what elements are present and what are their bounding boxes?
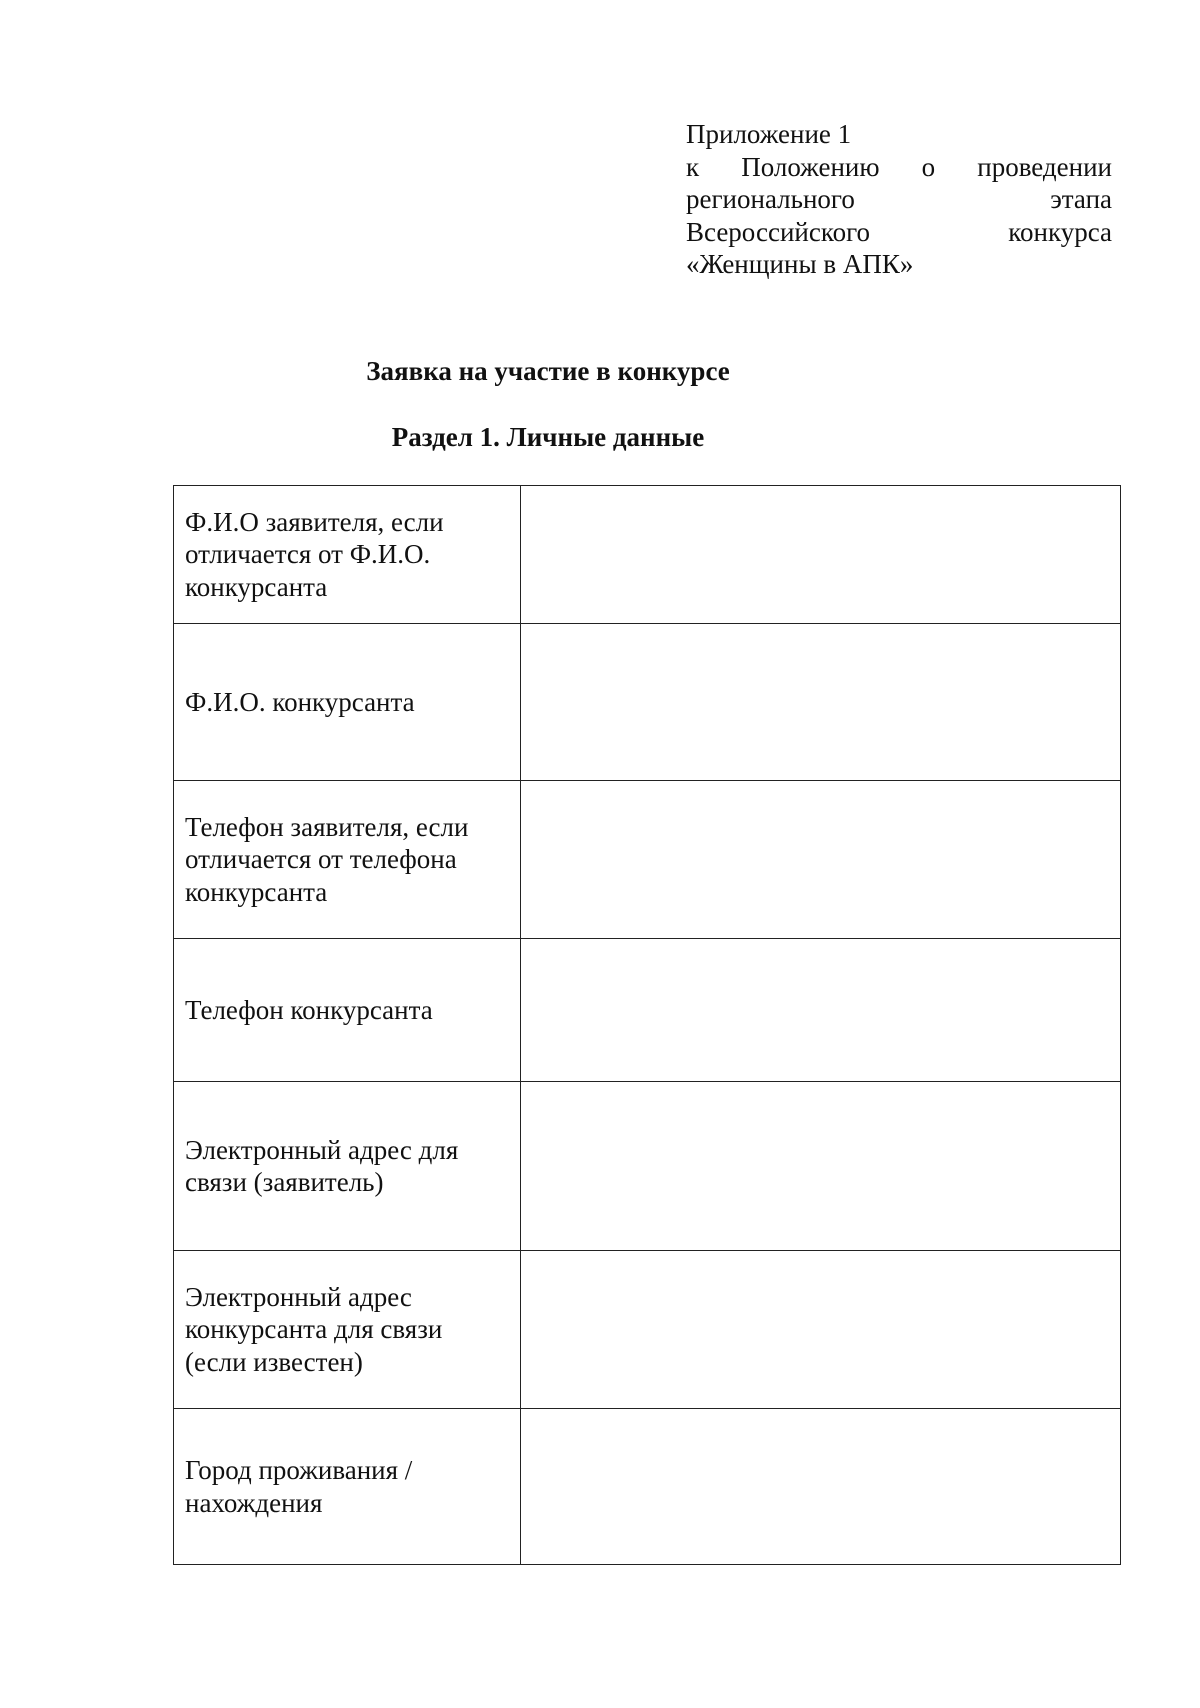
appendix-line-2 <box>686 151 1112 184</box>
document-title: Заявка на участие в конкурсе <box>366 356 730 386</box>
appendix-word: регионального <box>686 184 855 214</box>
appendix-word: Всероссийского <box>686 216 870 247</box>
table-row <box>174 1251 1121 1409</box>
table-row <box>174 624 1121 781</box>
appendix-word: конкурса <box>1008 216 1112 247</box>
value-cell-applicant-phone[interactable] <box>521 781 1121 939</box>
row-label-city: Город проживания / нахождения <box>174 1409 521 1565</box>
table-row <box>174 486 1121 624</box>
row-label-applicant-name: Ф.И.О заявителя, если отличается от Ф.И.О. конкурсанта <box>174 486 521 624</box>
value-cell-contestant-name[interactable] <box>521 624 1121 781</box>
row-label-contestant-name: Ф.И.О. конкурсанта <box>174 624 521 781</box>
value-cell-applicant-name[interactable] <box>521 486 1121 624</box>
row-label-applicant-phone: Телефон заявителя, если отличается от телефона конкурсанта <box>174 781 521 939</box>
table-row <box>174 1082 1121 1251</box>
appendix-line-3 <box>686 183 1112 216</box>
appendix-line-1: Приложение 1 <box>686 119 852 149</box>
value-cell-applicant-email[interactable] <box>521 1082 1121 1251</box>
appendix-word: проведении <box>977 151 1112 182</box>
table-row <box>174 1409 1121 1565</box>
value-cell-contestant-phone[interactable] <box>521 939 1121 1082</box>
appendix-word: к <box>686 151 700 182</box>
appendix-word: этапа <box>1050 184 1112 214</box>
section-title: Раздел 1. Личные данные <box>391 422 705 452</box>
appendix-line-4 <box>686 216 1112 249</box>
row-label-applicant-email: Электронный адрес для связи (заявитель) <box>174 1082 521 1251</box>
value-cell-city[interactable] <box>521 1409 1121 1565</box>
personal-data-table <box>173 485 1121 1565</box>
appendix-word: о <box>921 151 936 182</box>
appendix-header <box>686 118 1112 281</box>
row-label-contestant-phone: Телефон конкурсанта <box>174 939 521 1082</box>
table-row <box>174 939 1121 1082</box>
row-label-contestant-email: Электронный адрес конкурсанта для связи (если известен) <box>174 1251 521 1409</box>
appendix-line-5: «Женщины в АПК» <box>686 249 914 279</box>
appendix-word: Положению <box>741 151 880 182</box>
table-row <box>174 781 1121 939</box>
value-cell-contestant-email[interactable] <box>521 1251 1121 1409</box>
